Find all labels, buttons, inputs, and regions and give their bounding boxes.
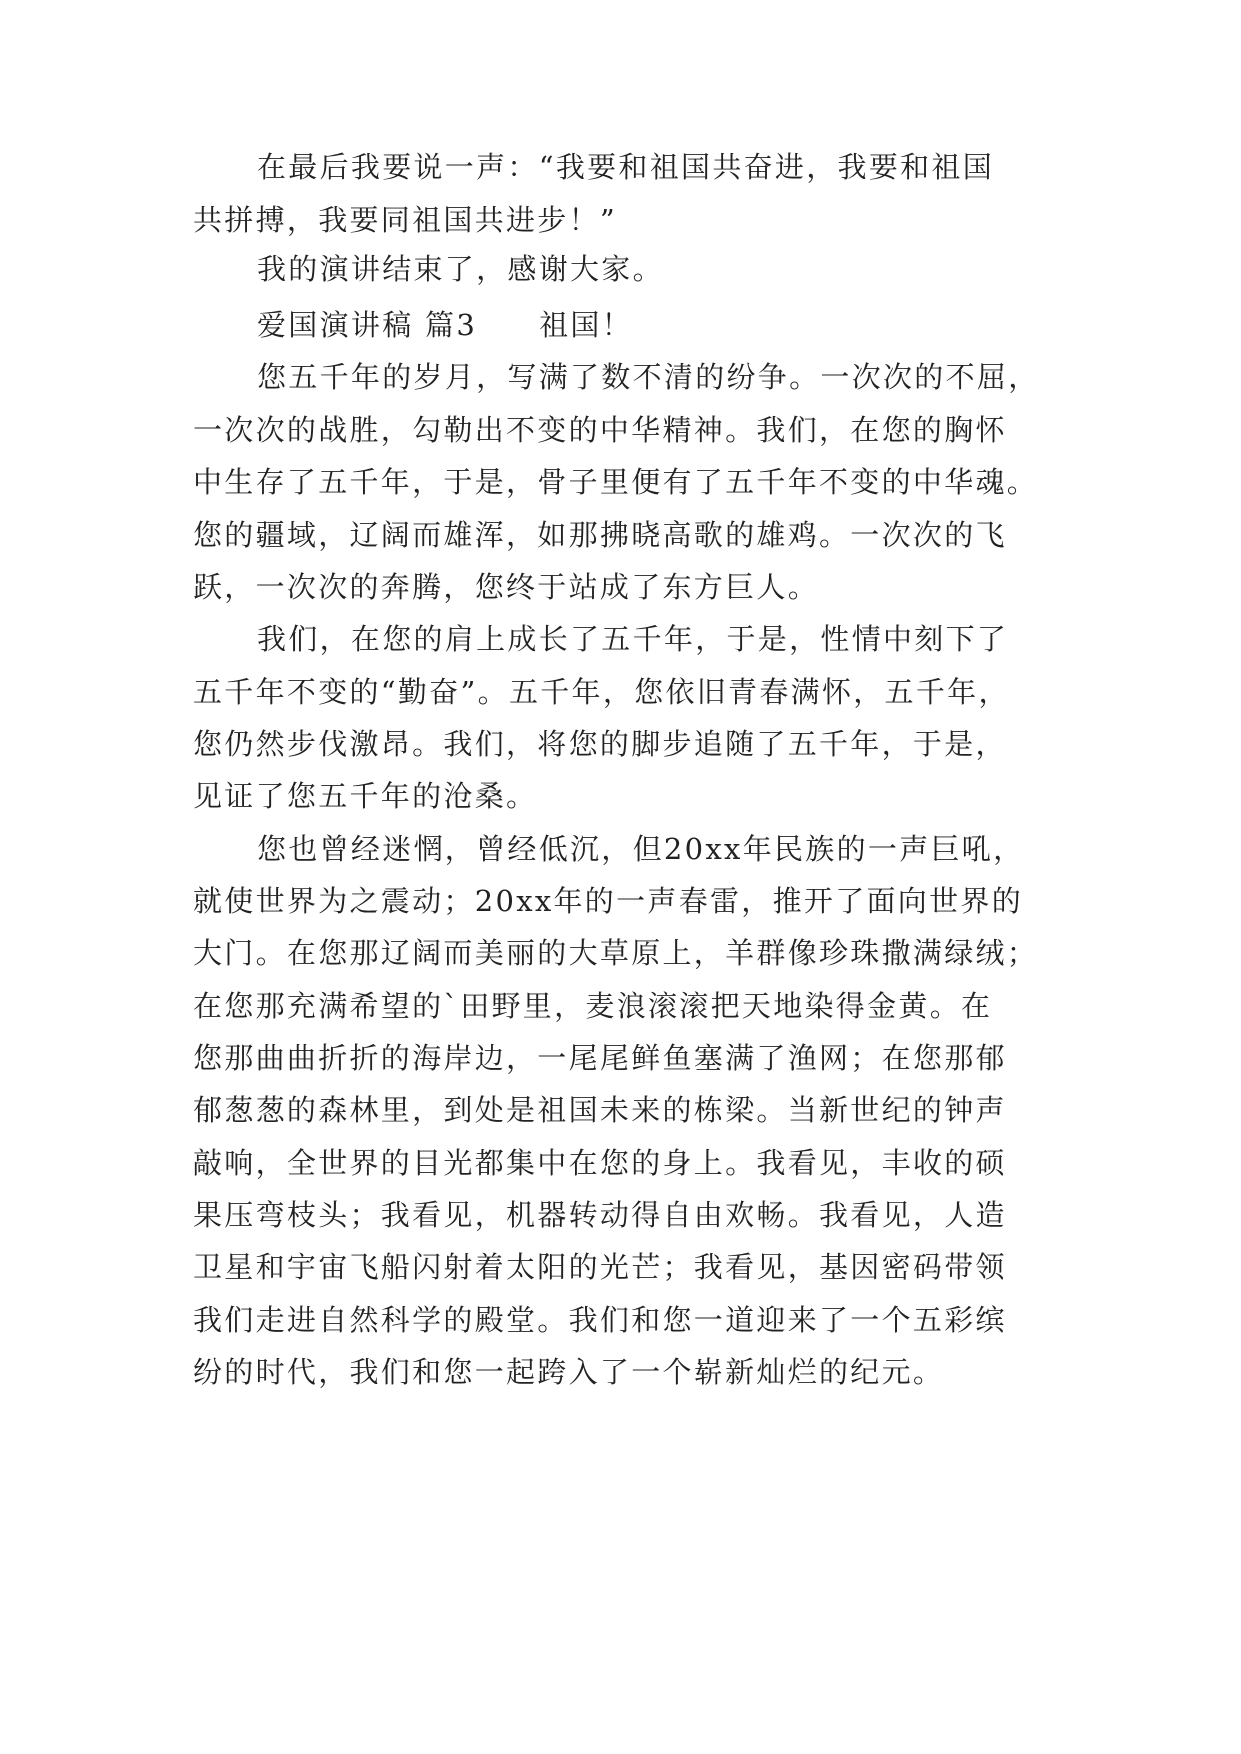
paragraph3-line-9: 卫星和宇宙飞船闪射着太阳的光芒；我看见，基因密码带领	[193, 1250, 1007, 1284]
paragraph3-line-5: 您那曲曲折折的海岸边，一尾尾鲜鱼塞满了渔网；在您那郁	[193, 1041, 1007, 1075]
paragraph3-line-6: 郁葱葱的森林里，到处是祖国未来的栋梁。当新世纪的钟声	[193, 1093, 1007, 1127]
section-heading-title: 爱国演讲稿 篇3	[257, 308, 478, 342]
paragraph3-line-7: 敲响，全世界的目光都集中在您的身上。我看见，丰收的硕	[193, 1146, 1007, 1180]
paragraph3-line-10: 我们走进自然科学的殿堂。我们和您一道迎来了一个五彩缤	[193, 1303, 1007, 1337]
closing-line-1: 在最后我要说一声：“我要和祖国共奋进，我要和祖国	[257, 150, 995, 184]
paragraph3-line-2: 就使世界为之震动；20xx年的一声春雷，推开了面向世界的	[193, 884, 1024, 918]
paragraph2-line-4: 见证了您五千年的沧桑。	[193, 779, 538, 813]
paragraph2-line-2: 五千年不变的“勤奋”。五千年，您依旧青春满怀，五千年，	[193, 675, 1010, 709]
paragraph3-line-11: 纷的时代，我们和您一起跨入了一个崭新灿烂的纪元。	[193, 1355, 945, 1389]
thanks-line: 我的演讲结束了，感谢大家。	[257, 252, 664, 286]
paragraph3-line-1: 您也曾经迷惘，曾经低沉，但20xx年民族的一声巨吼，	[257, 832, 1025, 866]
paragraph1-line-1: 您五千年的岁月，写满了数不清的纷争。一次次的不屈，	[257, 360, 1040, 394]
paragraph1-line-2: 一次次的战胜，勾勒出不变的中华精神。我们，在您的胸怀	[193, 413, 1007, 447]
paragraph2-line-1: 我们，在您的肩上成长了五千年，于是，性情中刻下了	[257, 622, 1009, 656]
paragraph3-line-3: 大门。在您那辽阔而美丽的大草原上，羊群像珍珠撒满绿绒；	[193, 936, 1039, 970]
paragraph1-line-5: 跃，一次次的奔腾，您终于站成了东方巨人。	[193, 570, 820, 604]
section-heading-subtitle: 祖国！	[539, 308, 633, 342]
paragraph3-line-8: 果压弯枝头；我看见，机器转动得自由欢畅。我看见，人造	[193, 1198, 1007, 1232]
paragraph1-line-3: 中生存了五千年，于是，骨子里便有了五千年不变的中华魂。	[193, 465, 1039, 499]
section-heading	[257, 305, 1137, 345]
closing-line-2: 共拼搏，我要同祖国共进步！”	[193, 203, 618, 237]
paragraph1-line-4: 您的疆域，辽阔而雄浑，如那拂晓高歌的雄鸡。一次次的飞	[193, 518, 1007, 552]
paragraph3-line-4: 在您那充满希望的`田野里，麦浪滚滚把天地染得金黄。在	[193, 989, 993, 1023]
paragraph2-line-3: 您仍然步伐激昂。我们，将您的脚步追随了五千年，于是，	[193, 727, 1007, 761]
